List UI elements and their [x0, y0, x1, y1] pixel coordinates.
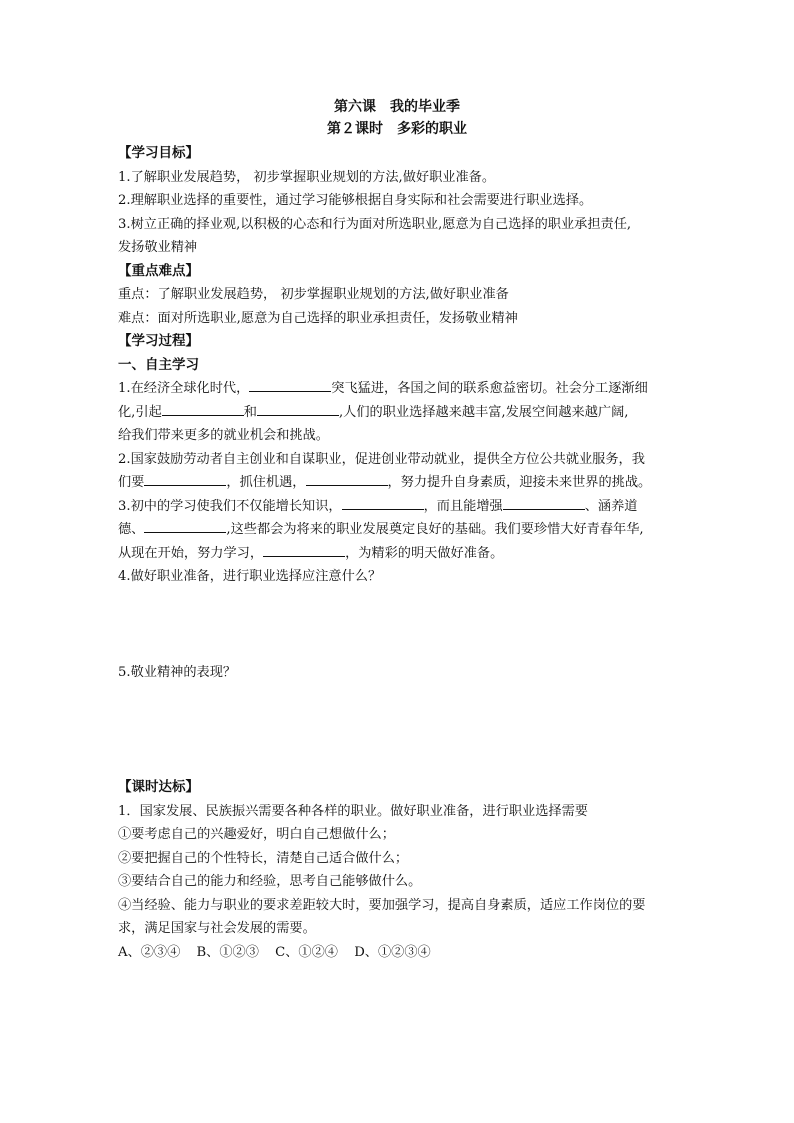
- title-block: [0, 96, 794, 140]
- option-a[interactable]: A、②③④: [118, 944, 181, 960]
- option-b[interactable]: B、①②③: [196, 944, 259, 960]
- objective-item: 1.了解职业发展趋势， 初步掌握职业规划的方法,做好职业准备。: [118, 169, 496, 185]
- assessment-statement: ④当经验、能力与职业的要求差距较大时，要加强学习，提高自身素质，适应工作岗位的要: [118, 897, 646, 913]
- answer-blank[interactable]: [342, 495, 424, 510]
- key-point: 重点：了解职业发展趋势， 初步掌握职业规划的方法,做好职业准备: [118, 287, 509, 302]
- question-5: 5.敬业精神的表现？: [118, 664, 237, 680]
- answer-space[interactable]: [118, 684, 678, 776]
- assessment-statement: ②要把握自己的个性特长，清楚自己适合做什么；: [118, 850, 409, 866]
- objective-item: 2.理解职业选择的重要性，通过学习能够根据自身实际和社会需要进行职业选择。: [118, 193, 593, 208]
- assessment-statement: ③要结合自己的能力和经验，思考自己能够做什么。: [118, 874, 422, 889]
- question-3-line-2: 德、 ,这些都会为将来的职业发展奠定良好的基础。我们要珍惜大好青春年华,: [118, 518, 678, 542]
- assessment-heading: 【课时达标】: [118, 779, 199, 795]
- option-c[interactable]: C、①②④: [275, 944, 338, 960]
- assessment-question: 1．国家发展、民族振兴需要各种各样的职业。做好职业准备，进行职业选择需要: [118, 803, 588, 819]
- answer-blank[interactable]: [249, 377, 331, 392]
- answer-blank[interactable]: [503, 495, 585, 510]
- answer-blank[interactable]: [257, 401, 339, 416]
- answer-blank[interactable]: [162, 401, 244, 416]
- answer-space[interactable]: [118, 589, 678, 661]
- answer-blank[interactable]: [306, 471, 388, 486]
- question-1-line-3: 给我们带来更多的就业机会和挑战。: [118, 428, 329, 443]
- answer-blank[interactable]: [263, 542, 345, 557]
- question-3-line-1: 3.初中的学习使我们不仅能增长知识， ，而且能增强 、涵养道: [118, 495, 678, 519]
- answer-blank[interactable]: [144, 471, 226, 486]
- objective-item: 发扬敬业精神: [118, 240, 198, 255]
- assessment-statement: 求，满足国家与社会发展的需要。: [118, 921, 316, 936]
- objectives-heading: 【学习目标】: [118, 145, 199, 161]
- lesson-title: 第六课 我的毕业季: [334, 99, 460, 115]
- key-points-heading: 【重点难点】: [118, 262, 199, 279]
- option-d[interactable]: D、①②③④: [354, 944, 431, 960]
- question-2-line-1: 2.国家鼓励劳动者自主创业和自谋职业，促进创业带动就业，提供全方位公共就业服务，我: [118, 451, 645, 467]
- worksheet-content: [118, 142, 678, 964]
- self-study-heading: 一、自主学习: [118, 356, 199, 373]
- answer-options: [118, 941, 678, 965]
- question-3-line-3: 从现在开始，努力学习， ，为精彩的明天做好准备。: [118, 542, 678, 566]
- question-1-line-1: 1.在经济全球化时代， 突飞猛进，各国之间的联系愈益密切。社会分工逐渐细: [118, 377, 678, 401]
- question-2-line-2: 们要 ，抓住机遇， ，努力提升自身素质，迎接未来世界的挑战。: [118, 471, 678, 495]
- assessment-statement: ①要考虑自己的兴趣爱好，明白自己想做什么；: [118, 827, 395, 842]
- question-4: 4.做好职业准备，进行职业选择应注意什么？: [118, 569, 382, 584]
- objective-item: 3.树立正确的择业观,以积极的心态和行为面对所选职业,愿意为自己选择的职业承担责任,: [118, 216, 632, 232]
- period-title: 第２课时 多彩的职业: [327, 121, 467, 137]
- question-1-line-2: 化,引起 和 ,人们的职业选择越来越丰富,发展空间越来越广阔,: [118, 401, 678, 425]
- process-heading: 【学习过程】: [118, 333, 199, 349]
- answer-blank[interactable]: [144, 518, 226, 533]
- difficult-point: 难点：面对所选职业,愿意为自己选择的职业承担责任，发扬敬业精神: [118, 310, 518, 326]
